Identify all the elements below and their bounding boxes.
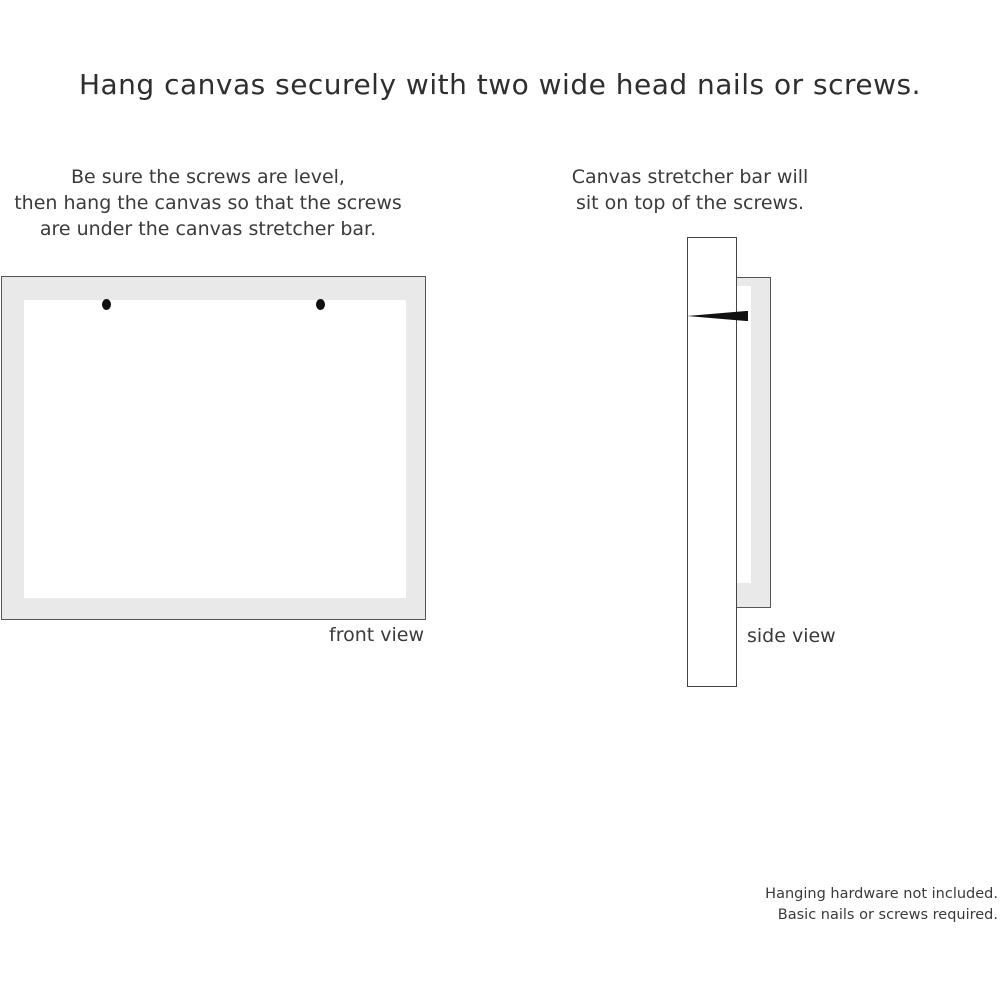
hardware-note-line: Hanging hardware not included. xyxy=(765,886,998,902)
side-caption-line: sit on top of the screws. xyxy=(575,192,805,214)
front-view-label: front view xyxy=(329,624,424,646)
screw-right-icon xyxy=(316,299,325,310)
canvas-side-view-gap xyxy=(737,286,751,583)
side-caption-line: Canvas stretcher bar will xyxy=(571,166,809,188)
screw-left-icon xyxy=(102,299,111,310)
page-title: Hang canvas securely with two wide head nails or screws. xyxy=(78,68,922,101)
front-caption-line: then hang the canvas so that the screws xyxy=(14,192,402,214)
canvas-side-view-frame xyxy=(736,277,771,608)
hardware-note xyxy=(765,884,998,926)
front-caption-line: Be sure the screws are level, xyxy=(71,166,345,188)
canvas-front-view-frame xyxy=(1,276,426,620)
canvas-front-view-surface xyxy=(24,300,406,598)
front-caption-line: are under the canvas stretcher bar. xyxy=(39,218,377,240)
front-view-caption xyxy=(0,164,416,242)
nail-icon xyxy=(686,308,752,324)
side-view-label: side view xyxy=(747,625,836,647)
wall-side-view xyxy=(687,237,737,687)
side-view-caption xyxy=(540,164,840,216)
hardware-note-line: Basic nails or screws required. xyxy=(777,907,998,923)
